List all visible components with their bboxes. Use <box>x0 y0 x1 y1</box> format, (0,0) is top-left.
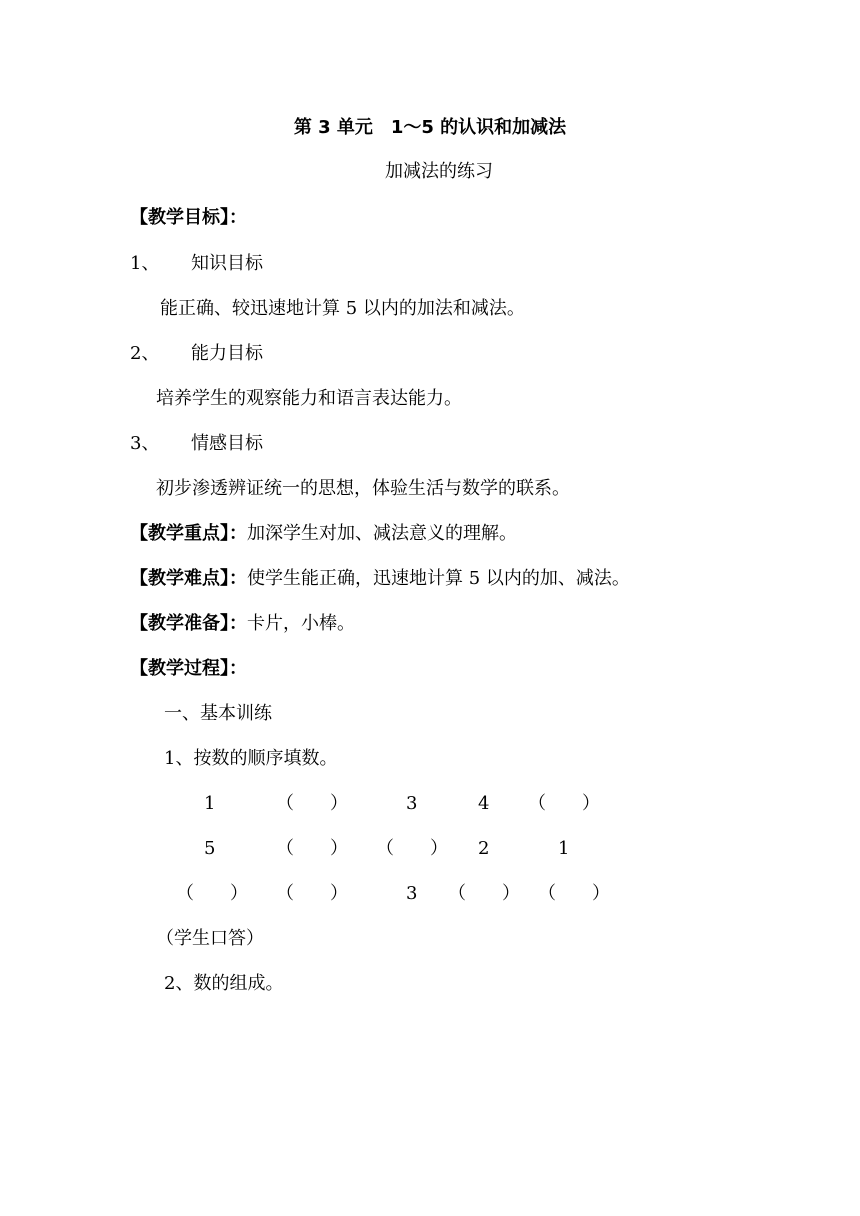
objective-2-label: 能力目标 <box>191 343 263 364</box>
sequence-blank: （ ） <box>276 883 348 904</box>
page-title: 第 3 单元 1～5 的认识和加减法 <box>293 117 567 138</box>
key-point-text: 加深学生对加、减法意义的理解。 <box>247 523 517 544</box>
objective-2-number: 2、 <box>130 343 160 364</box>
difficulty-text: 使学生能正确，迅速地计算 5 以内的加、减法。 <box>247 568 630 589</box>
objective-3-label: 情感目标 <box>191 433 263 454</box>
sequence-blank: （ ） <box>538 883 610 904</box>
objective-3-text: 初步渗透辨证统一的思想，体验生活与数学的联系。 <box>156 478 570 499</box>
objective-1-number: 1、 <box>130 253 160 274</box>
key-point-heading: 【教学重点】： <box>130 523 247 544</box>
difficulty-heading: 【教学难点】： <box>130 568 247 589</box>
task-2-text: 2、数的组成。 <box>164 973 284 994</box>
objective-3-number: 3、 <box>130 433 160 454</box>
answer-note: （学生口答） <box>156 928 264 949</box>
sequence-blank: （ ） <box>276 793 348 814</box>
objective-2-text: 培养学生的观察能力和语言表达能力。 <box>156 388 462 409</box>
sequence-cell: 2 <box>478 838 490 859</box>
sequence-cell: 3 <box>406 883 418 904</box>
section-1-heading: 一、基本训练 <box>164 703 272 724</box>
sequence-blank: （ ） <box>276 838 348 859</box>
process-heading: 【教学过程】： <box>130 658 247 679</box>
task-1-text: 1、按数的顺序填数。 <box>164 748 338 769</box>
preparation-heading: 【教学准备】： <box>130 613 247 634</box>
sequence-cell: 3 <box>406 793 418 814</box>
sequence-blank: （ ） <box>376 838 448 859</box>
sequence-cell: 5 <box>204 838 216 859</box>
page-subtitle: 加减法的练习 <box>385 161 493 182</box>
sequence-blank: （ ） <box>176 883 248 904</box>
sequence-blank: （ ） <box>448 883 520 904</box>
sequence-cell: 1 <box>204 793 216 814</box>
objectives-heading: 【教学目标】： <box>130 207 247 228</box>
sequence-blank: （ ） <box>528 793 600 814</box>
objective-1-label: 知识目标 <box>191 253 263 274</box>
sequence-cell: 4 <box>478 793 490 814</box>
difficulty-line <box>130 567 630 591</box>
preparation-text: 卡片，小棒。 <box>247 613 355 634</box>
key-point-line <box>130 522 517 546</box>
preparation-line <box>130 612 355 636</box>
sequence-cell: 1 <box>558 838 570 859</box>
objective-1-text: 能正确、较迅速地计算 5 以内的加法和减法。 <box>160 298 525 319</box>
